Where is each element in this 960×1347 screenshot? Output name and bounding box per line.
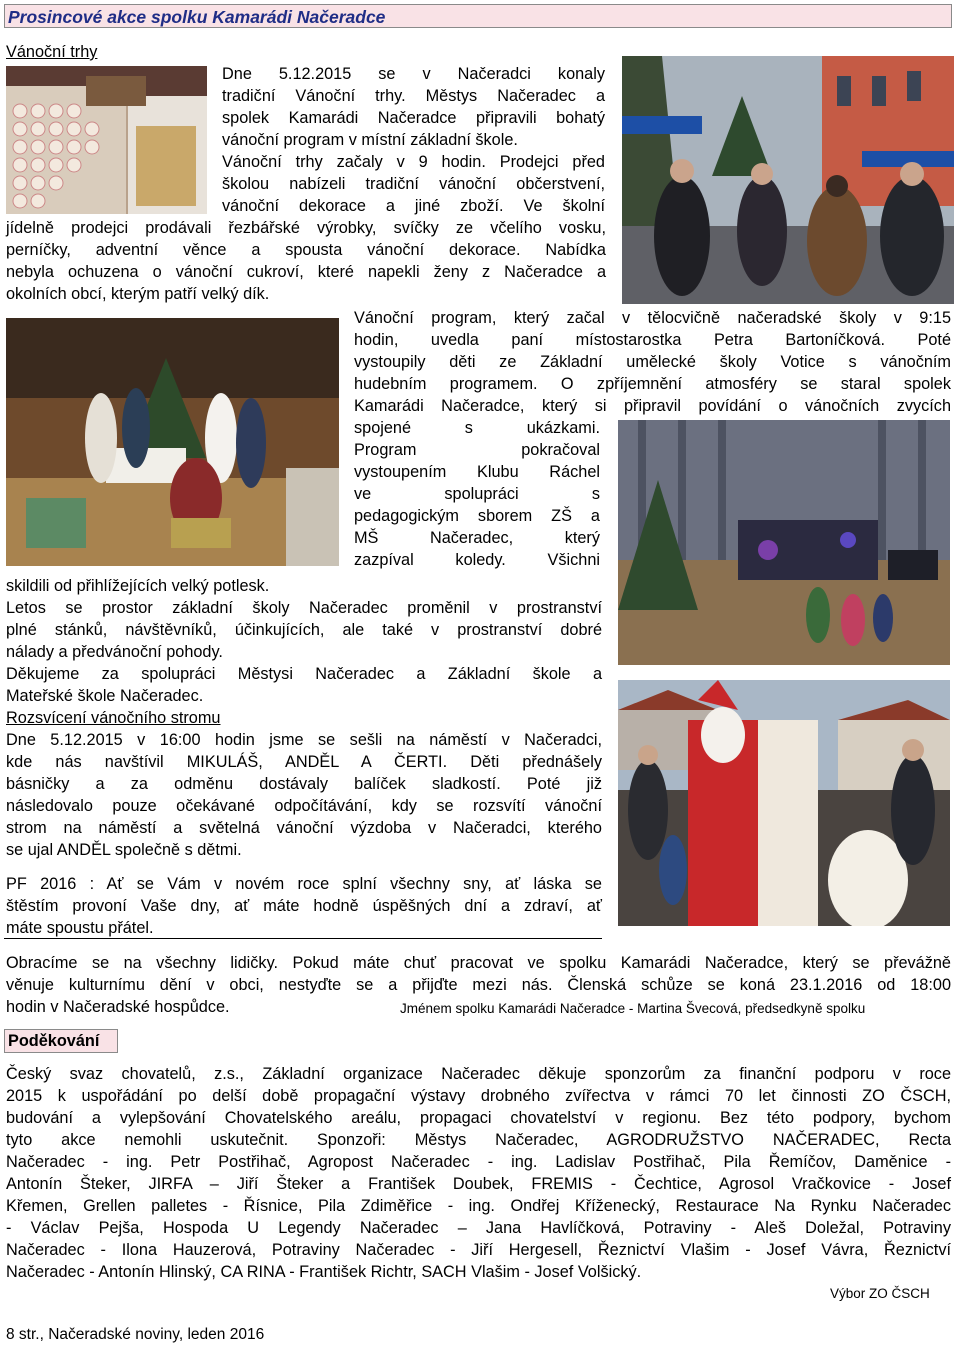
text-line: ve spolupráci s	[354, 485, 600, 503]
photo-school-program	[6, 318, 339, 566]
text-line: Antonín Šteker, JIRFA – Jiří Šteker a František Doubek, FREMIS - Čechtice, Agrosol Vračkovice - Josef	[6, 1175, 951, 1193]
text-line: perníčky, adventní věnce a spousta vánoční dekorace. Nabídka	[6, 241, 606, 259]
text-line: spojené s ukázkami.	[354, 419, 600, 437]
text-line: Dne 5.12.2015 se v Načeradci konaly	[222, 65, 605, 83]
text-line: zazpíval koledy. Všichni	[354, 551, 600, 569]
text-line: vánoční program v místní základní škole.	[222, 131, 518, 149]
text-line: školou nabízeli tradiční vánoční občerstvení,	[222, 175, 605, 193]
text-line: PF 2016 : Ať se Vám v novém roce splní všechny sny, ať láska se	[6, 875, 602, 893]
text-line: vystoupením Klubu Ráchel	[354, 463, 600, 481]
text-line: Program pokračoval	[354, 441, 600, 459]
text-line: Křemen, Grellen palletes - Řísnice, Pila Zdiměřice - ing. Ondřej Kříženecký, Restaurace Na Rynku Načeradec	[6, 1197, 951, 1215]
text-line: Načeradec - ing. Petr Postřihač, Agropost Načeradec - ing. Ladislav Postřihač, Pila Řemíčov, Daměnice -	[6, 1153, 951, 1171]
text-line: hudebním programem. O zpříjemnění atmosféry se staral spolek	[354, 375, 951, 393]
text-line: tradiční Vánoční trhy. Městys Načeradec a	[222, 87, 605, 105]
text-line: hodin v Načeradské hospůdce.	[6, 998, 230, 1016]
text-line: vánoční dekorace a jiné zboží. Ve školní	[222, 197, 605, 215]
text-line: jídelně prodejci prodávali řezbářské výrobky, svíčky ze včelího vosku,	[6, 219, 606, 237]
program-text	[354, 307, 951, 417]
text-line: skildili od přihlížejících velký potlesk.	[6, 577, 270, 595]
text-line: budování a vylepšování Chovatelského areálu, propagaci chovatelství v regionu. Bez této podpory, bychom	[6, 1109, 951, 1127]
text-line: nálady a předvánoční pohody.	[6, 643, 223, 661]
photo-christmas-market	[622, 56, 954, 304]
text-line: Načeradec - Ilona Hauzerová, Potraviny Načeradec - Jiří Hergesell, Řeznictví Vlašim - Josef Vávra, Řeznictví	[6, 1241, 951, 1259]
text-line: okolních obcí, kterým patří velký dík.	[6, 285, 270, 303]
article-title: Prosincové akce spolku Kamarádi Načeradce	[4, 4, 952, 28]
text-line: tyto akce nemohli uskutečnit. Sponzoři: Městys Načeradec, AGRODRUŽSTVO NAČERADEC, Recta	[6, 1131, 951, 1149]
photo-saint-nicholas	[618, 680, 950, 926]
text-line: Načeradec - Antonín Hlinský, CA RINA - František Richtr, SACH Vlašim - Josef Volšický.	[6, 1263, 642, 1281]
text-line: Děkujeme za spolupráci Městysi Načeradec a Základní škole a	[6, 665, 602, 683]
thanks-text	[6, 1063, 951, 1283]
market-text	[6, 217, 606, 305]
photo-concert	[618, 420, 950, 665]
text-line: MŠ Načeradec, který	[354, 529, 600, 547]
pf-greeting	[6, 873, 602, 939]
page-footer: 8 str., Načeradské noviny, leden 2016	[6, 1326, 265, 1343]
heading-rozsviceni: Rozsvícení vánočního stromu	[6, 709, 221, 727]
program-text-narrow	[354, 417, 600, 571]
text-line: štěstím provoní Vaše dny, ať máte hodně úspěšných dní a zdraví, ať	[6, 897, 602, 915]
text-line: plné stánků, návštěvníků, účinkujících, ale také v prostranství dobré	[6, 621, 602, 639]
thanks-signature: Výbor ZO ČSCH	[830, 1286, 930, 1301]
text-line: - Václav Pejša, Hospoda U Legendy Načeradec – Jana Havlíčková, Potraviny - Aleš Doležal, Potraviny	[6, 1219, 951, 1237]
text-line: následovalo pouze očekávané odpočítávání, kdy se rozsvítí vánoční	[6, 797, 602, 815]
text-line: kde nás navštívil MIKULÁŠ, ANDĚL A ČERTI. Děti přednášely	[6, 753, 602, 771]
photo-christmas-cookies	[6, 66, 207, 214]
heading-podekovani: Poděkování	[4, 1029, 118, 1053]
tree-lighting-text	[6, 729, 602, 861]
text-line: Český svaz chovatelů, z.s., Základní organizace Načeradec děkuje sponzorům za finanční podporu v roce	[6, 1065, 951, 1083]
text-line: spolek Kamarádi Načeradce připravili bohatý	[222, 109, 605, 127]
text-line: 2015 k uspořádání po delší době propagační výstavy drobného zvířectva v rámci 70 let činnosti ZO ČSCH,	[6, 1087, 951, 1105]
text-line: Mateřské škole Načeradec.	[6, 687, 204, 705]
text-line: strom na náměstí a světelná vánoční výzdoba v Načeradci, kterého	[6, 819, 602, 837]
text-line: pedagogickým sborem ZŠ a	[354, 507, 600, 525]
text-line: se ujal ANDĚL společně s dětmi.	[6, 841, 242, 859]
text-line: Letos se prostor základní školy Načeradec proměnil v prostranství	[6, 599, 602, 617]
text-line: hodin, uvedla paní místostarostka Petra Bartoníčková. Poté	[354, 331, 951, 349]
program-conclusion	[6, 575, 602, 707]
text-line: máte spoustu přátel.	[6, 919, 154, 937]
text-line: Obracíme se na všechny lidičky. Pokud máte chuť pracovat ve spolku Kamarádi Načeradce, který se převážně	[6, 954, 951, 972]
appeal-signature: Jménem spolku Kamarádi Načeradce - Martina Švecová, předsedkyně spolku	[400, 1001, 866, 1016]
intro-text	[222, 63, 605, 217]
heading-vanocni-trhy: Vánoční trhy	[6, 43, 98, 61]
text-line: Vánoční trhy začaly v 9 hodin. Prodejci před	[222, 153, 605, 171]
text-line: Vánoční program, který začal v tělocvičně načeradské školy v 9:15	[354, 309, 951, 327]
text-line: věnuje kulturnímu dění v obci, nestyďte se a přijďte mezi nás. Členská schůze se koná 23.1.2016 od 18:00	[6, 976, 951, 994]
text-line: vystoupily děti ze Základní umělecké školy Votice s vánočním	[354, 353, 951, 371]
text-line: básničky a za odměnu dostávaly balíček sladkostí. Poté již	[6, 775, 602, 793]
text-line: Dne 5.12.2015 v 16:00 hodin jsme se sešli na náměstí v Načeradci,	[6, 731, 602, 749]
text-line: nebyla ochuzena o vánoční cukroví, které napekli ženy z Načeradce a	[6, 263, 606, 281]
text-line: Kamarádi Načeradce, který si připravil povídání o vánočních zvycích	[354, 397, 951, 415]
divider	[4, 938, 602, 939]
